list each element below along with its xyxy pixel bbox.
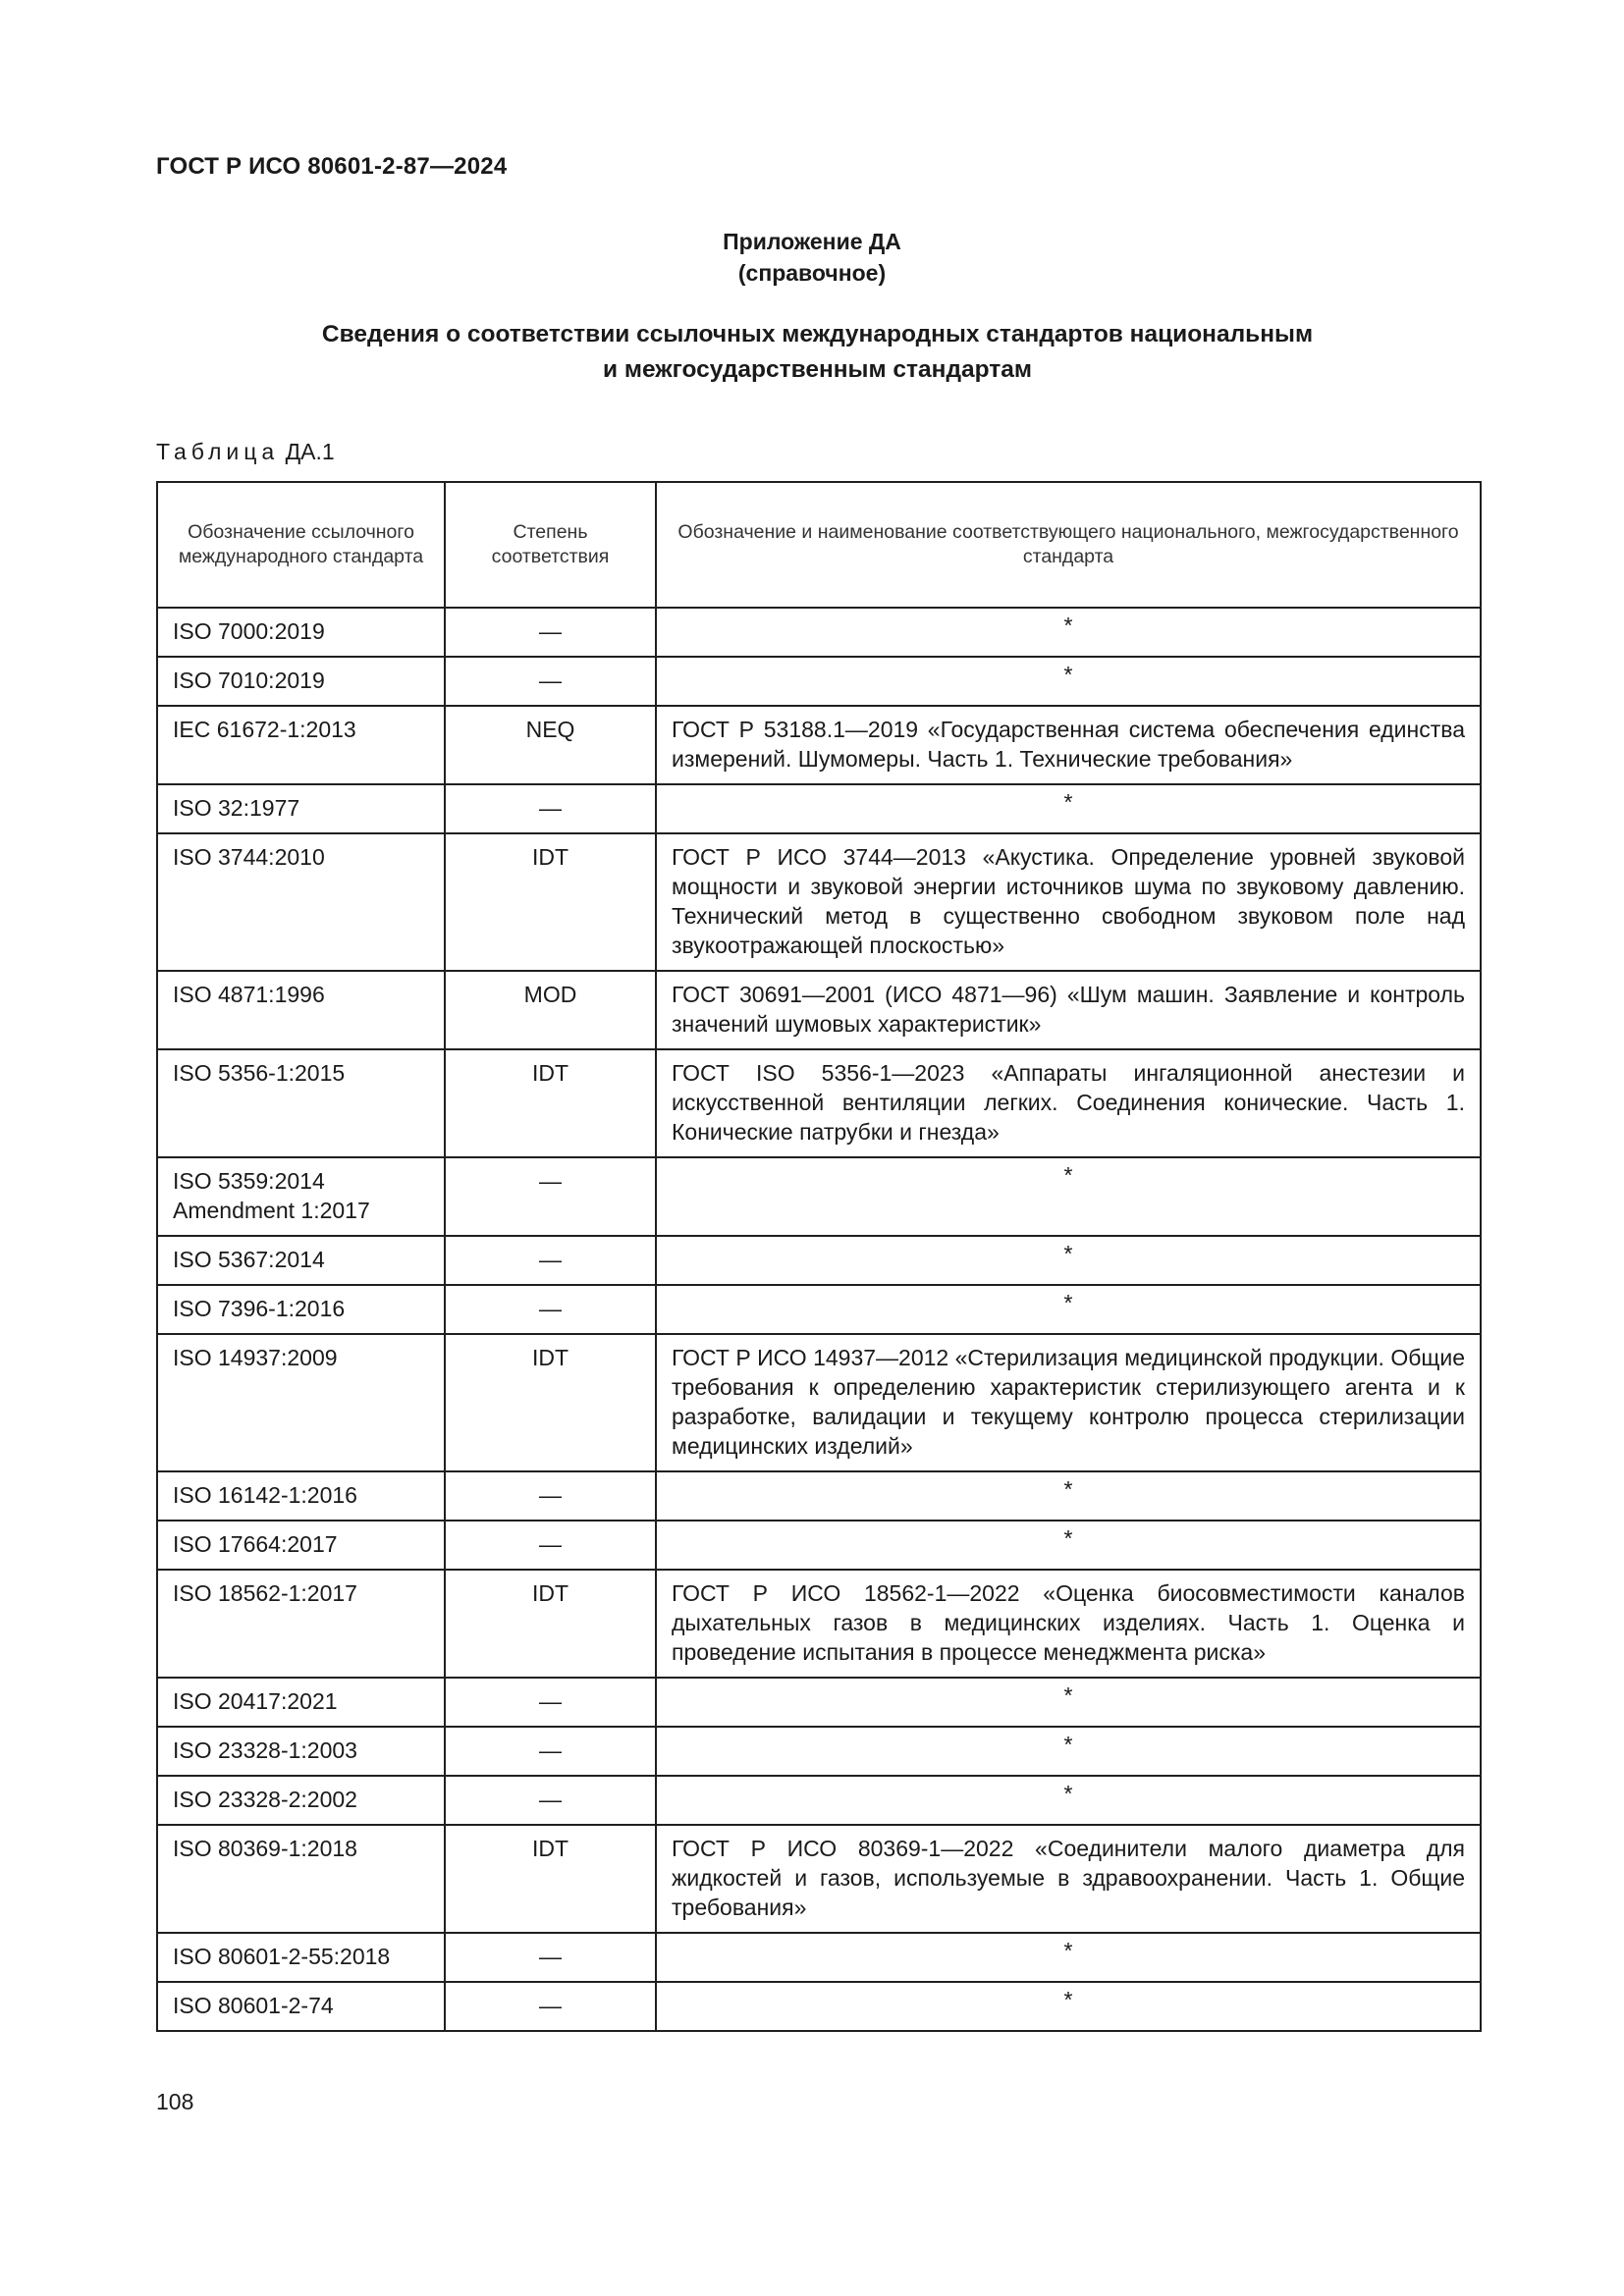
cell-national-standard: * (656, 1982, 1481, 2031)
cell-national-standard: * (656, 1521, 1481, 1570)
cell-degree: NEQ (445, 706, 656, 784)
table-caption (156, 439, 335, 465)
cell-degree: — (445, 1678, 656, 1727)
cell-reference-standard (157, 1285, 445, 1334)
cell-national-standard: * (656, 657, 1481, 706)
cell-degree: — (445, 1727, 656, 1776)
table-row (157, 1982, 1481, 2031)
cell-reference-standard (157, 1776, 445, 1825)
reference-designation: ISO 4871:1996 (173, 982, 325, 1007)
cell-national-standard: * (656, 1933, 1481, 1982)
cell-reference-standard (157, 1521, 445, 1570)
cell-degree: IDT (445, 1825, 656, 1933)
cell-degree: IDT (445, 1570, 656, 1678)
table-row (157, 1157, 1481, 1236)
table-caption-number: ДА.1 (285, 439, 335, 464)
reference-designation: ISO 3744:2010 (173, 844, 325, 870)
table-row (157, 1521, 1481, 1570)
cell-reference-standard (157, 1570, 445, 1678)
reference-designation: ISO 5367:2014 (173, 1247, 325, 1272)
reference-designation: ISO 17664:2017 (173, 1531, 338, 1557)
cell-reference-standard (157, 1825, 445, 1933)
cell-national-standard: ГОСТ Р 53188.1—2019 «Государственная система обеспечения единства измерений. Шумомеры. Часть 1. Технические требования» (656, 706, 1481, 784)
cell-degree: IDT (445, 833, 656, 971)
table-row (157, 1049, 1481, 1157)
cell-reference-standard (157, 1933, 445, 1982)
heading-line-2: и межгосударственным стандартам (602, 356, 1033, 383)
cell-national-standard: ГОСТ Р ИСО 3744—2013 «Акустика. Определение уровней звуковой мощности и звуковой энергии источников шума по звуковому давлению. Технический метод в существенно свободном звуковом поле над звукоотражающей плоскостью» (656, 833, 1481, 971)
cell-degree: — (445, 1471, 656, 1521)
cell-national-standard: * (656, 1776, 1481, 1825)
table-row (157, 1570, 1481, 1678)
cell-national-standard: * (656, 608, 1481, 657)
table-caption-word: Таблица (156, 439, 280, 464)
reference-designation: ISO 80601-2-74 (173, 1993, 334, 2018)
table-row (157, 608, 1481, 657)
table-row (157, 1285, 1481, 1334)
cell-degree: — (445, 1933, 656, 1982)
cell-national-standard: * (656, 1678, 1481, 1727)
reference-designation: ISO 23328-2:2002 (173, 1787, 357, 1812)
table-row (157, 1471, 1481, 1521)
table-row (157, 1678, 1481, 1727)
cell-reference-standard (157, 1334, 445, 1471)
table-row (157, 1334, 1481, 1471)
reference-designation: ISO 7396-1:2016 (173, 1296, 346, 1321)
reference-designation: ISO 7010:2019 (173, 667, 325, 693)
cell-reference-standard (157, 1727, 445, 1776)
cell-reference-standard (157, 1049, 445, 1157)
annex-title: Приложение ДА (723, 229, 901, 254)
reference-designation: ISO 14937:2009 (173, 1345, 338, 1370)
cell-reference-standard (157, 657, 445, 706)
reference-designation: ISO 5356-1:2015 (173, 1060, 346, 1086)
table-row (157, 1236, 1481, 1285)
header-reference-standard: Обозначение ссылочного международного стандарта (157, 482, 445, 608)
table-row (157, 833, 1481, 971)
header-degree: Степень соответствия (445, 482, 656, 608)
cell-reference-standard (157, 706, 445, 784)
cell-national-standard: ГОСТ ISO 5356-1—2023 «Аппараты ингаляционной анестезии и искусственной вентиляции легких. Соединения конические. Часть 1. Конические патрубки и гнезда» (656, 1049, 1481, 1157)
cell-reference-standard (157, 1982, 445, 2031)
cell-national-standard: ГОСТ Р ИСО 14937—2012 «Стерилизация медицинской продукции. Общие требования к определению характеристик стерилизующего агента и к разработке, валидации и текущему контролю процесса стерилизации медицинских изделий» (656, 1334, 1481, 1471)
reference-amendment: Amendment 1:2017 (173, 1198, 370, 1223)
table-row (157, 657, 1481, 706)
cell-national-standard: * (656, 1285, 1481, 1334)
reference-designation: IEC 61672-1:2013 (173, 717, 356, 742)
table-row (157, 706, 1481, 784)
header-national-standard: Обозначение и наименование соответствующего национального, межгосударственного стандарта (656, 482, 1481, 608)
cell-reference-standard (157, 784, 445, 833)
cell-degree: — (445, 1776, 656, 1825)
reference-designation: ISO 80601-2-55:2018 (173, 1944, 391, 1969)
reference-designation: ISO 18562-1:2017 (173, 1580, 357, 1606)
cell-degree: IDT (445, 1049, 656, 1157)
cell-reference-standard (157, 1157, 445, 1236)
annex-block (0, 226, 1624, 289)
cell-national-standard: * (656, 1236, 1481, 1285)
reference-designation: ISO 16142-1:2016 (173, 1482, 357, 1508)
cell-national-standard: * (656, 784, 1481, 833)
page-number: 108 (156, 2089, 194, 2114)
cell-degree: — (445, 1285, 656, 1334)
heading-line-1: Сведения о соответствии ссылочных международных стандартов национальным (321, 321, 1314, 347)
cell-degree: — (445, 1982, 656, 2031)
reference-designation: ISO 80369-1:2018 (173, 1836, 357, 1861)
table-row (157, 1727, 1481, 1776)
cell-national-standard: ГОСТ Р ИСО 80369-1—2022 «Соединители малого диаметра для жидкостей и газов, используемые в здравоохранении. Часть 1. Общие требования» (656, 1825, 1481, 1933)
document-code: ГОСТ Р ИСО 80601-2-87—2024 (156, 153, 508, 180)
cell-reference-standard (157, 1678, 445, 1727)
cell-reference-standard (157, 1236, 445, 1285)
correspondence-table (156, 481, 1482, 2032)
reference-designation: ISO 5359:2014 (173, 1168, 325, 1194)
cell-national-standard: ГОСТ Р ИСО 18562-1—2022 «Оценка биосовместимости каналов дыхательных газов в медицинских изделиях. Часть 1. Оценка и проведение испытания в процессе менеджмента риска» (656, 1570, 1481, 1678)
annex-subtitle: (справочное) (737, 260, 887, 286)
section-heading (156, 317, 1479, 388)
cell-degree: MOD (445, 971, 656, 1049)
reference-designation: ISO 20417:2021 (173, 1688, 338, 1714)
reference-designation: ISO 23328-1:2003 (173, 1737, 357, 1763)
cell-degree: — (445, 657, 656, 706)
cell-degree: — (445, 1157, 656, 1236)
cell-degree: — (445, 1521, 656, 1570)
table-body (157, 608, 1481, 2031)
cell-national-standard: * (656, 1471, 1481, 1521)
cell-degree: — (445, 784, 656, 833)
cell-reference-standard (157, 971, 445, 1049)
reference-designation: ISO 7000:2019 (173, 618, 325, 644)
table-header-row (157, 482, 1481, 608)
cell-degree: — (445, 1236, 656, 1285)
cell-national-standard: ГОСТ 30691—2001 (ИСО 4871—96) «Шум машин. Заявление и контроль значений шумовых характеристик» (656, 971, 1481, 1049)
table-row (157, 1825, 1481, 1933)
table-row (157, 1776, 1481, 1825)
cell-degree: — (445, 608, 656, 657)
cell-reference-standard (157, 1471, 445, 1521)
table-row (157, 784, 1481, 833)
cell-degree: IDT (445, 1334, 656, 1471)
cell-reference-standard (157, 608, 445, 657)
cell-national-standard: * (656, 1157, 1481, 1236)
cell-national-standard: * (656, 1727, 1481, 1776)
cell-reference-standard (157, 833, 445, 971)
table-row (157, 971, 1481, 1049)
reference-designation: ISO 32:1977 (173, 795, 300, 821)
table-row (157, 1933, 1481, 1982)
